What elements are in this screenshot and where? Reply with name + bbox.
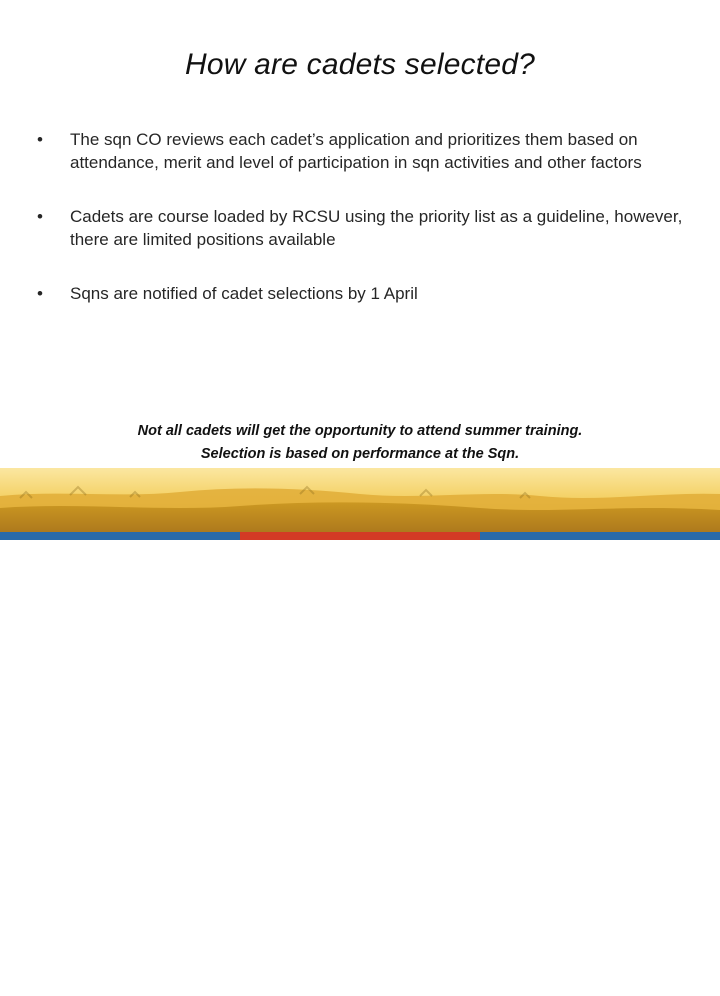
footer-banner [0, 468, 720, 991]
slide-title: How are cadets selected? [185, 48, 535, 81]
logo-url: CADETS.CA [624, 985, 660, 991]
bullet-item [30, 205, 690, 251]
bullet-marker: • [37, 284, 43, 303]
bullet-item [30, 128, 690, 174]
landscape-banner [0, 468, 720, 532]
bullet-marker: • [37, 207, 43, 226]
logo-subtext: CANADA [660, 971, 677, 976]
bullet-marker: • [37, 130, 43, 149]
bullet-list [30, 128, 690, 305]
bullet-text: Sqns are notified of cadet selections by 1 April [70, 284, 418, 303]
bullet-item [30, 282, 690, 305]
logo-text: CADETS [614, 956, 670, 971]
maple-leaf-icon [672, 952, 692, 972]
footer-stripe-red [240, 532, 480, 540]
bullet-text: The sqn CO reviews each cadet’s application and prioritizes them based on attendance, merit and level of participation in sqn activities and other factors [70, 130, 642, 172]
logo-divider [614, 981, 694, 982]
footer-stripe-blue-right [480, 532, 720, 540]
bullet-text: Cadets are course loaded by RCSU using the priority list as a guideline, however, there are limited positions available [70, 207, 683, 249]
footer-stripe-blue-left [0, 532, 240, 540]
note-line: Selection is based on performance at the Sqn. [200, 446, 520, 462]
cadets-logo [614, 956, 710, 996]
selection-note [0, 420, 720, 466]
note-line: Not all cadets will get the opportunity to attend summer training. [137, 423, 583, 439]
